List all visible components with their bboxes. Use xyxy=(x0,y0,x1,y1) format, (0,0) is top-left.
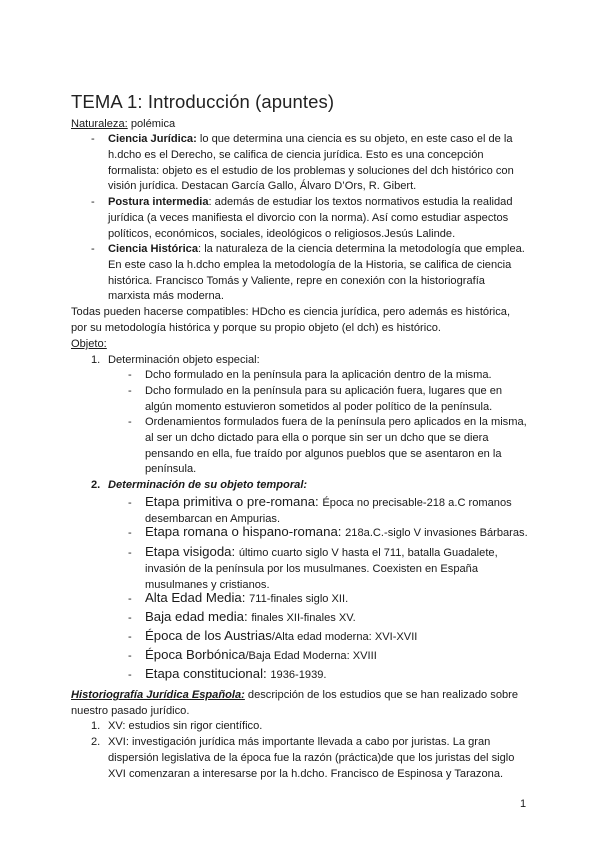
etapa-alta-edad-media xyxy=(145,590,348,608)
etapa-desc: desembarcan en Ampurias. xyxy=(145,512,281,525)
dash-bullet: - xyxy=(128,527,132,539)
etapa-name: Etapa constitucional: xyxy=(145,666,271,681)
etapa-desc: musulmanes y cristianos. xyxy=(145,578,270,591)
subitem-line: Ordenamientos formulados fuera de la península pero aplicados en la misma, xyxy=(145,416,527,428)
historiografia-item-2-number: 2. xyxy=(91,736,101,748)
etapa-name: Baja edad media: xyxy=(145,609,252,624)
etapa-romana xyxy=(145,524,530,542)
subitem-line: pensando en ella, fue traído por algunos pueblos que se asentaron en la xyxy=(145,447,502,460)
dash-bullet: - xyxy=(128,593,132,605)
item-line: políticos, económicos, sociales, ideológicos o religiosos.Jesús Lalinde. xyxy=(108,227,456,240)
dash-bullet: - xyxy=(128,669,132,681)
historiografia-label: Historiografía Jurídica Española: xyxy=(71,689,245,701)
page-number: 1 xyxy=(520,798,527,810)
etapa-name: Época Borbónica xyxy=(145,647,246,662)
subitem-line: península. xyxy=(145,463,197,476)
historiografia-section xyxy=(71,688,531,720)
objeto-heading: Objeto: xyxy=(71,338,107,350)
historiografia-item-1-number: 1. xyxy=(91,720,101,732)
etapa-desc: /Alta edad moderna: XVI-XVII xyxy=(271,631,418,643)
etapa-name: Alta Edad Media: xyxy=(145,590,250,605)
historiografia-item-1-text: XV: estudios sin rigor científico. xyxy=(108,720,263,732)
naturaleza-label: Naturaleza: xyxy=(71,118,128,130)
item-line: formalista: objeto es el estudio de los problemas y soluciones del dch histórico con xyxy=(108,164,514,177)
dash-bullet: - xyxy=(128,547,132,559)
item-term: Ciencia Jurídica: xyxy=(108,133,197,145)
objeto-item-2-number: 2. xyxy=(91,479,101,491)
naturaleza-item-ciencia-historica xyxy=(108,242,528,305)
dash-bullet: - xyxy=(91,243,95,255)
item-line: visión jurídica. Destacan García Gallo, Álvaro D’Ors, R. Gibert. xyxy=(108,180,417,193)
dash-bullet: - xyxy=(128,369,132,381)
item-line: marxista más moderna. xyxy=(108,290,224,303)
summary-line: Todas pueden hacerse compatibles: HDcho es ciencia jurídica, pero además es histórica, xyxy=(71,306,511,318)
dash-bullet: - xyxy=(91,133,95,145)
item-line: : la naturaleza de la ciencia determina la metodología que emplea. xyxy=(198,243,525,255)
item-term: Ciencia Histórica xyxy=(108,243,199,255)
etapa-primitiva xyxy=(145,494,530,528)
etapa-borbonica xyxy=(145,647,377,665)
item-line: histórica. Francisco Tomás y Valiente, repre en conexión con la historiografía xyxy=(108,274,485,287)
naturaleza-heading xyxy=(71,117,175,133)
etapa-desc: 218a.C.-siglo V invasiones Bárbaras. xyxy=(345,527,528,539)
historiografia-item-line: XVI comenzaran a interesarse por la h.dcho. Francisco de Espinosa y Tarazona. xyxy=(108,767,504,780)
etapa-baja-edad-media xyxy=(145,609,356,627)
subitem-line: Dcho formulado en la península para la aplicación dentro de la misma. xyxy=(145,369,492,381)
historiografia-line: nuestro pasado jurídico. xyxy=(71,704,190,717)
dash-bullet: - xyxy=(128,650,132,662)
objeto-subitem xyxy=(145,384,530,416)
subitem-line: algún momento estuvieron sometidos al poder político de la península. xyxy=(145,400,493,413)
etapa-desc: invasión de la península por los musulmanes. Coexisten en España xyxy=(145,562,479,575)
historiografia-item-2-text xyxy=(108,735,528,782)
dash-bullet: - xyxy=(128,497,132,509)
objeto-item-1-number: 1. xyxy=(91,354,101,366)
etapa-desc: Época no precisable-218 a.C romanos xyxy=(322,497,512,509)
historiografia-line: descripción de los estudios que se han realizado sobre xyxy=(244,689,519,701)
etapa-name: Etapa primitiva o pre-romana: xyxy=(145,494,323,509)
historiografia-item-line: XVI: investigación jurídica más importante llevada a cabo por juristas. La gran xyxy=(108,736,491,748)
page-title: TEMA 1: Introducción (apuntes) xyxy=(71,91,335,112)
item-term: Postura intermedia xyxy=(108,196,209,208)
historiografia-item-line: dispersión legislativa de la época fue la razón (práctica)de que los juristas del siglo xyxy=(108,751,515,764)
objeto-subitem xyxy=(145,368,530,384)
dash-bullet: - xyxy=(128,612,132,624)
naturaleza-item-postura-intermedia xyxy=(108,195,528,242)
item-line: h.dcho es el Derecho, se califica de ciencia jurídica. Esto es una concepción xyxy=(108,148,484,161)
dash-bullet: - xyxy=(91,196,95,208)
naturaleza-summary xyxy=(71,305,531,337)
item-line: lo que determina una ciencia es su objeto, en este caso el de la xyxy=(196,133,513,145)
item-line: : además de estudiar los textos normativos estudia la realidad xyxy=(208,196,513,208)
etapa-visigoda xyxy=(145,544,530,593)
subitem-line: Dcho formulado en la península para su aplicación fuera, lugares que en xyxy=(145,385,503,397)
etapa-name: Etapa visigoda: xyxy=(145,544,239,559)
etapa-desc: último cuarto siglo V hasta el 711, batalla Guadalete, xyxy=(238,547,498,559)
dash-bullet: - xyxy=(128,631,132,643)
etapa-desc: finales XII-finales XV. xyxy=(251,612,356,624)
etapa-desc: 711-finales siglo XII. xyxy=(249,593,349,605)
etapa-name: Época de los Austrias xyxy=(145,628,272,643)
etapa-desc: 1936-1939. xyxy=(270,669,327,681)
etapa-name: Etapa romana o hispano-romana: xyxy=(145,524,346,539)
objeto-item-1-text: Determinación objeto especial: xyxy=(108,354,260,366)
summary-line: por su metodología histórica y porque su propio objeto (el dch) es histórico. xyxy=(71,321,441,334)
dash-bullet: - xyxy=(128,385,132,397)
naturaleza-value: polémica xyxy=(127,118,176,130)
etapa-desc: /Baja Edad Moderna: XVIII xyxy=(245,650,377,662)
etapa-constitucional xyxy=(145,666,327,684)
item-line: jurídica (a veces manifiesta el divorcio con la norma). Así como estudiar aspectos xyxy=(108,211,509,224)
dash-bullet: - xyxy=(128,416,132,428)
objeto-subitem xyxy=(145,415,530,478)
item-line: En este caso la h.dcho emplea la metodología de la Historia, se califica de ciencia xyxy=(108,258,512,271)
naturaleza-item-ciencia-juridica xyxy=(108,132,528,195)
objeto-item-2-text: Determinación de su objeto temporal: xyxy=(108,479,308,491)
subitem-line: al ser un dcho dictado para ella o porque sin ser un dcho que se diera xyxy=(145,431,489,444)
etapa-austrias xyxy=(145,628,417,646)
